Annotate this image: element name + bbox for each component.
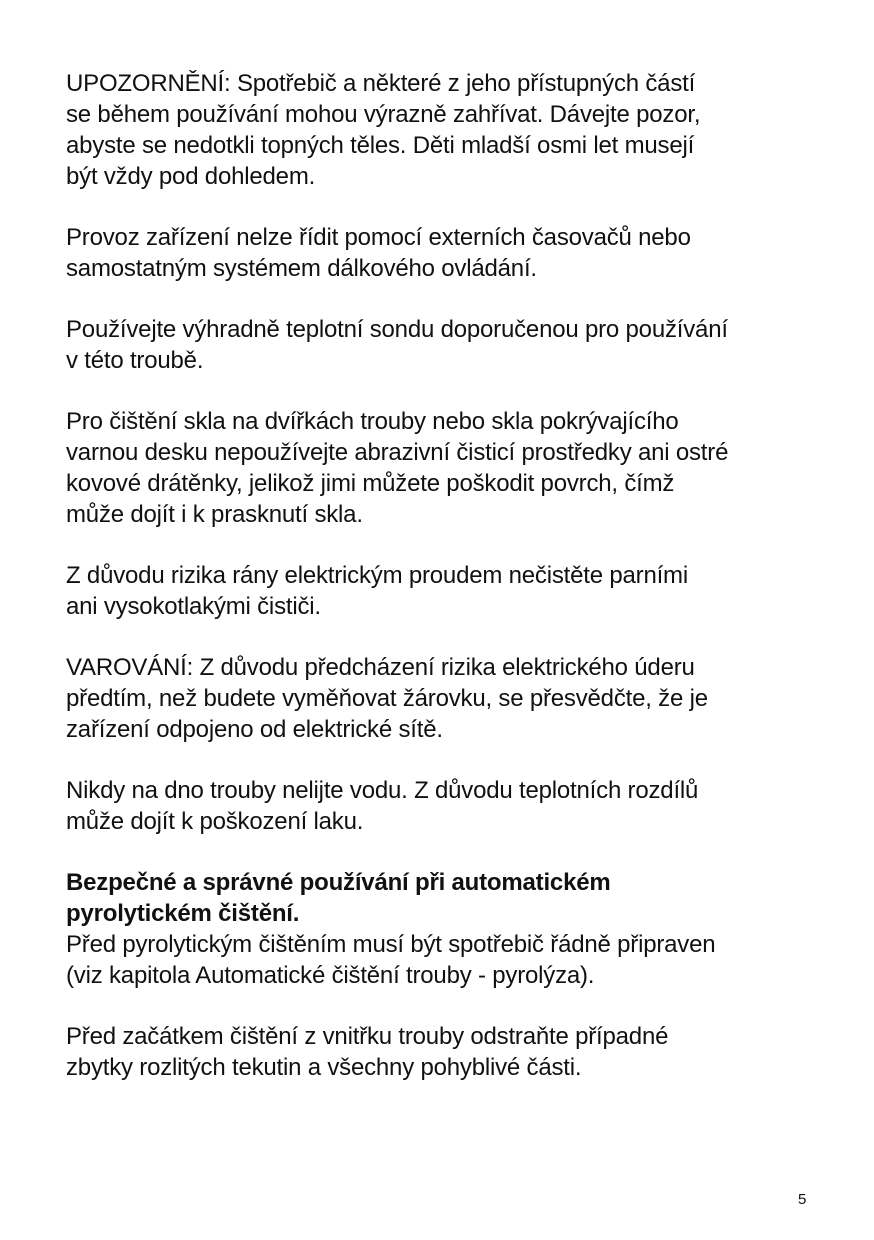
text-line: zbytky rozlitých tekutin a všechny pohyblivé části.	[66, 1054, 582, 1081]
text-line: v této troubě.	[66, 347, 204, 374]
text-line: předtím, než budete vyměňovat žárovku, se přesvědčte, že je	[66, 685, 708, 712]
text-line: může dojít k poškození laku.	[66, 808, 364, 835]
text-line: (viz kapitola Automatické čištění trouby - pyrolýza).	[66, 962, 595, 989]
text-line: kovové drátěnky, jelikož jimi můžete poškodit povrch, čímž	[66, 470, 675, 497]
bulb-warning-paragraph	[66, 652, 836, 745]
text-line: Z důvodu rizika rány elektrickým proudem nečistěte parními	[66, 562, 688, 589]
text-line: být vždy pod dohledem.	[66, 163, 316, 190]
text-line: může dojít i k prasknutí skla.	[66, 501, 363, 528]
pyrolysis-section	[66, 867, 836, 991]
water-paragraph	[66, 775, 836, 837]
probe-paragraph	[66, 314, 836, 376]
text-line: Pro čištění skla na dvířkách trouby nebo skla pokrývajícího	[66, 408, 679, 435]
text-line: Provoz zařízení nelze řídit pomocí externích časovačů nebo	[66, 224, 691, 251]
text-line: Před pyrolytickým čištěním musí být spotřebič řádně připraven	[66, 931, 716, 958]
page-number: 5	[798, 1191, 807, 1208]
steam-cleaner-paragraph	[66, 560, 836, 622]
text-line: VAROVÁNÍ: Z důvodu předcházení rizika elektrického úderu	[66, 654, 695, 681]
text-line: zařízení odpojeno od elektrické sítě.	[66, 716, 443, 743]
text-line: varnou desku nepoužívejte abrazivní čisticí prostředky ani ostré	[66, 439, 729, 466]
document-page	[66, 68, 836, 1113]
text-line: UPOZORNĚNÍ: Spotřebič a některé z jeho přístupných částí	[66, 70, 696, 97]
warning-paragraph	[66, 68, 836, 192]
residue-paragraph	[66, 1021, 836, 1083]
text-line: Před začátkem čištění z vnitřku trouby odstraňte případné	[66, 1023, 669, 1050]
glass-cleaning-paragraph	[66, 406, 836, 530]
section-heading: pyrolytickém čištění.	[66, 900, 300, 927]
text-line: se během používání mohou výrazně zahřívat. Dávejte pozor,	[66, 101, 701, 128]
text-line: ani vysokotlakými čističi.	[66, 593, 321, 620]
section-heading: Bezpečné a správné používání při automatickém	[66, 869, 611, 896]
text-line: abyste se nedotkli topných těles. Děti mladší osmi let musejí	[66, 132, 695, 159]
text-line: Nikdy na dno trouby nelijte vodu. Z důvodu teplotních rozdílů	[66, 777, 699, 804]
text-line: samostatným systémem dálkového ovládání.	[66, 255, 537, 282]
control-paragraph	[66, 222, 836, 284]
text-line: Používejte výhradně teplotní sondu doporučenou pro používání	[66, 316, 728, 343]
